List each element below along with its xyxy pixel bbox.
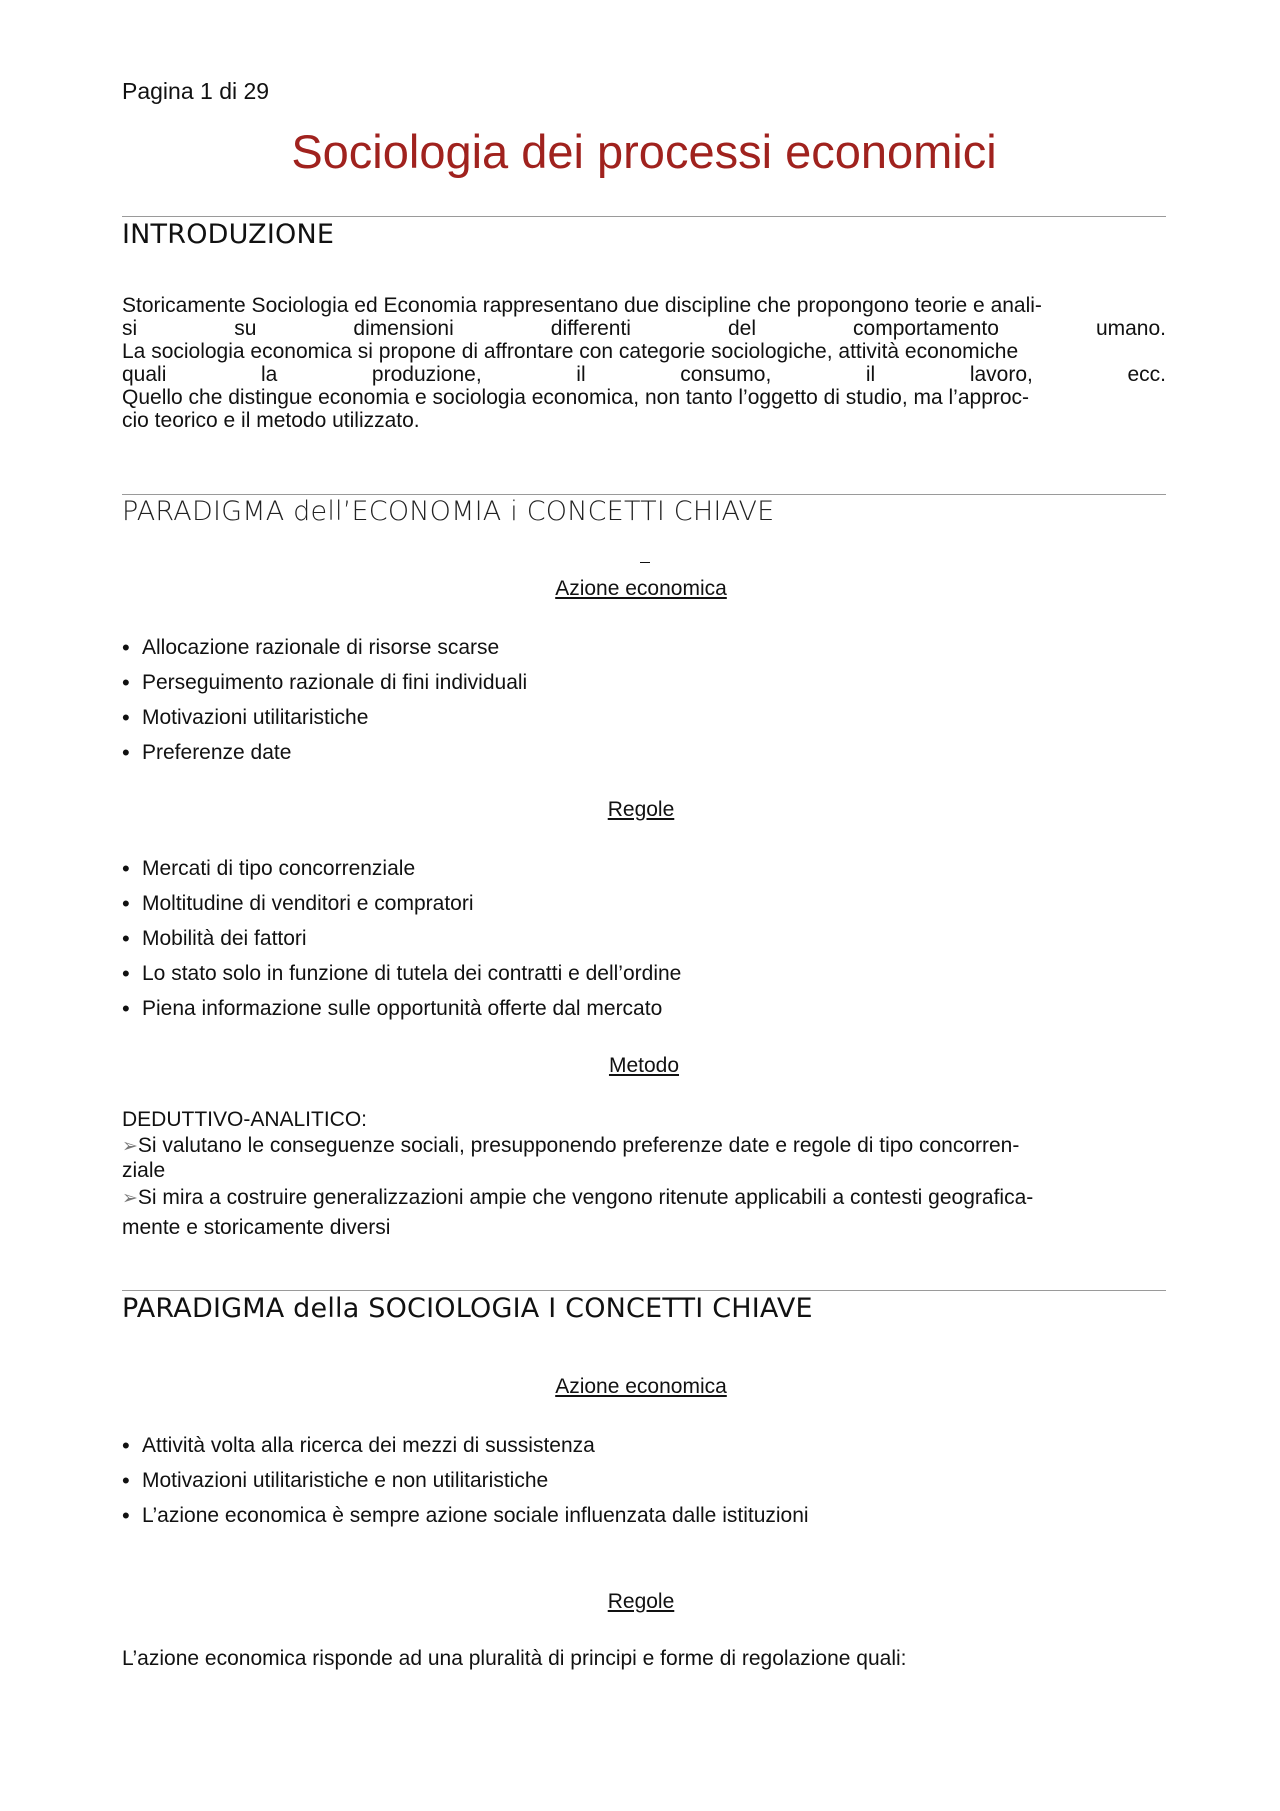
- economia-azione-subheading: Azione economica: [555, 577, 727, 600]
- text-line: Storicamente Sociologia ed Economia rappresentano due discipline che propongono teorie e anali-: [122, 294, 1042, 317]
- arrow-bullet-icon: ➢: [122, 1136, 138, 1157]
- intro-paragraph-3: [122, 386, 1166, 432]
- economia-regole-subheading: Regole: [607, 798, 675, 821]
- metodo-point-2: ➢Si mira a costruire generalizzazioni ampie che vengono ritenute applicabili a contesti geografica- mente e storicamente diversi: [122, 1186, 1034, 1239]
- list-item: • Mobilità dei fattori: [122, 926, 307, 951]
- section-divider: [122, 216, 1166, 217]
- economia-azione-list: [122, 637, 527, 777]
- bullet-icon: •: [122, 1503, 130, 1528]
- bullet-icon: •: [122, 856, 130, 881]
- list-item: • Motivazioni utilitaristiche: [122, 705, 369, 730]
- list-item: • Mercati di tipo concorrenziale: [122, 856, 416, 881]
- bullet-icon: •: [122, 635, 130, 660]
- economia-regole-list: [122, 858, 681, 1033]
- list-item: • L’azione economica è sempre azione sociale influenzata dalle istituzioni: [122, 1503, 809, 1528]
- text-line: quali la produzione, il consumo, il lavoro, ecc.: [122, 363, 1166, 386]
- bullet-icon: •: [122, 705, 130, 730]
- economia-heading: PARADIGMA dell’ECONOMIA i CONCETTI CHIAVE: [122, 496, 775, 527]
- document-page: [122, 0, 1166, 1811]
- sociologia-regole-text: L’azione economica risponde ad una pluralità di principi e forme di regolazione quali:: [122, 1647, 907, 1670]
- bullet-icon: •: [122, 1433, 130, 1458]
- sociologia-azione-subheading: Azione economica: [555, 1375, 727, 1398]
- bullet-icon: •: [122, 1468, 130, 1493]
- list-item: • Preferenze date: [122, 740, 292, 765]
- section-divider: [122, 494, 1166, 495]
- list-item: • Lo stato solo in funzione di tutela dei contratti e dell’ordine: [122, 961, 682, 986]
- text-line: si su dimensioni differenti del comportamento umano.: [122, 317, 1166, 340]
- metodo-intro: DEDUTTIVO-ANALITICO:: [122, 1108, 368, 1131]
- text-line: La sociologia economica si propone di affrontare con categorie sociologiche, attività economiche: [122, 340, 1019, 363]
- section-divider: [122, 1290, 1166, 1291]
- economia-metodo-subheading: Metodo: [608, 1054, 680, 1077]
- bullet-icon: •: [122, 740, 130, 765]
- metodo-point-1: ➢Si valutano le conseguenze sociali, presupponendo preferenze date e regole di tipo concorren- ziale: [122, 1134, 1020, 1182]
- sociologia-heading: PARADIGMA della SOCIOLOGIA I CONCETTI CHIAVE: [122, 1293, 813, 1324]
- list-item: • Motivazioni utilitaristiche e non utilitaristiche: [122, 1468, 549, 1493]
- page-counter: Pagina 1 di 29: [122, 78, 270, 104]
- bullet-icon: •: [122, 670, 130, 695]
- arrow-bullet-icon: ➢: [122, 1188, 138, 1209]
- bullet-icon: •: [122, 926, 130, 951]
- bullet-icon: •: [122, 891, 130, 916]
- list-item: • Allocazione razionale di risorse scarse: [122, 635, 500, 660]
- stray-mark: [640, 562, 650, 563]
- intro-paragraph-2: [122, 340, 1166, 386]
- intro-paragraph-1: [122, 294, 1166, 340]
- text-line: Quello che distingue economia e sociologia economica, non tanto l’oggetto di studio, ma l’approc-: [122, 386, 1030, 409]
- intro-heading: INTRODUZIONE: [122, 219, 335, 250]
- list-item: • Attività volta alla ricerca dei mezzi di sussistenza: [122, 1433, 595, 1458]
- sociologia-regole-subheading: Regole: [607, 1590, 675, 1613]
- list-item: • Piena informazione sulle opportunità offerte dal mercato: [122, 996, 663, 1021]
- document-title: Sociologia dei processi economici: [291, 125, 997, 178]
- sociologia-azione-list: [122, 1435, 809, 1540]
- list-item: • Moltitudine di venditori e compratori: [122, 891, 474, 916]
- bullet-icon: •: [122, 996, 130, 1021]
- list-item: • Perseguimento razionale di fini individuali: [122, 670, 528, 695]
- text-line: cio teorico e il metodo utilizzato.: [122, 409, 420, 432]
- bullet-icon: •: [122, 961, 130, 986]
